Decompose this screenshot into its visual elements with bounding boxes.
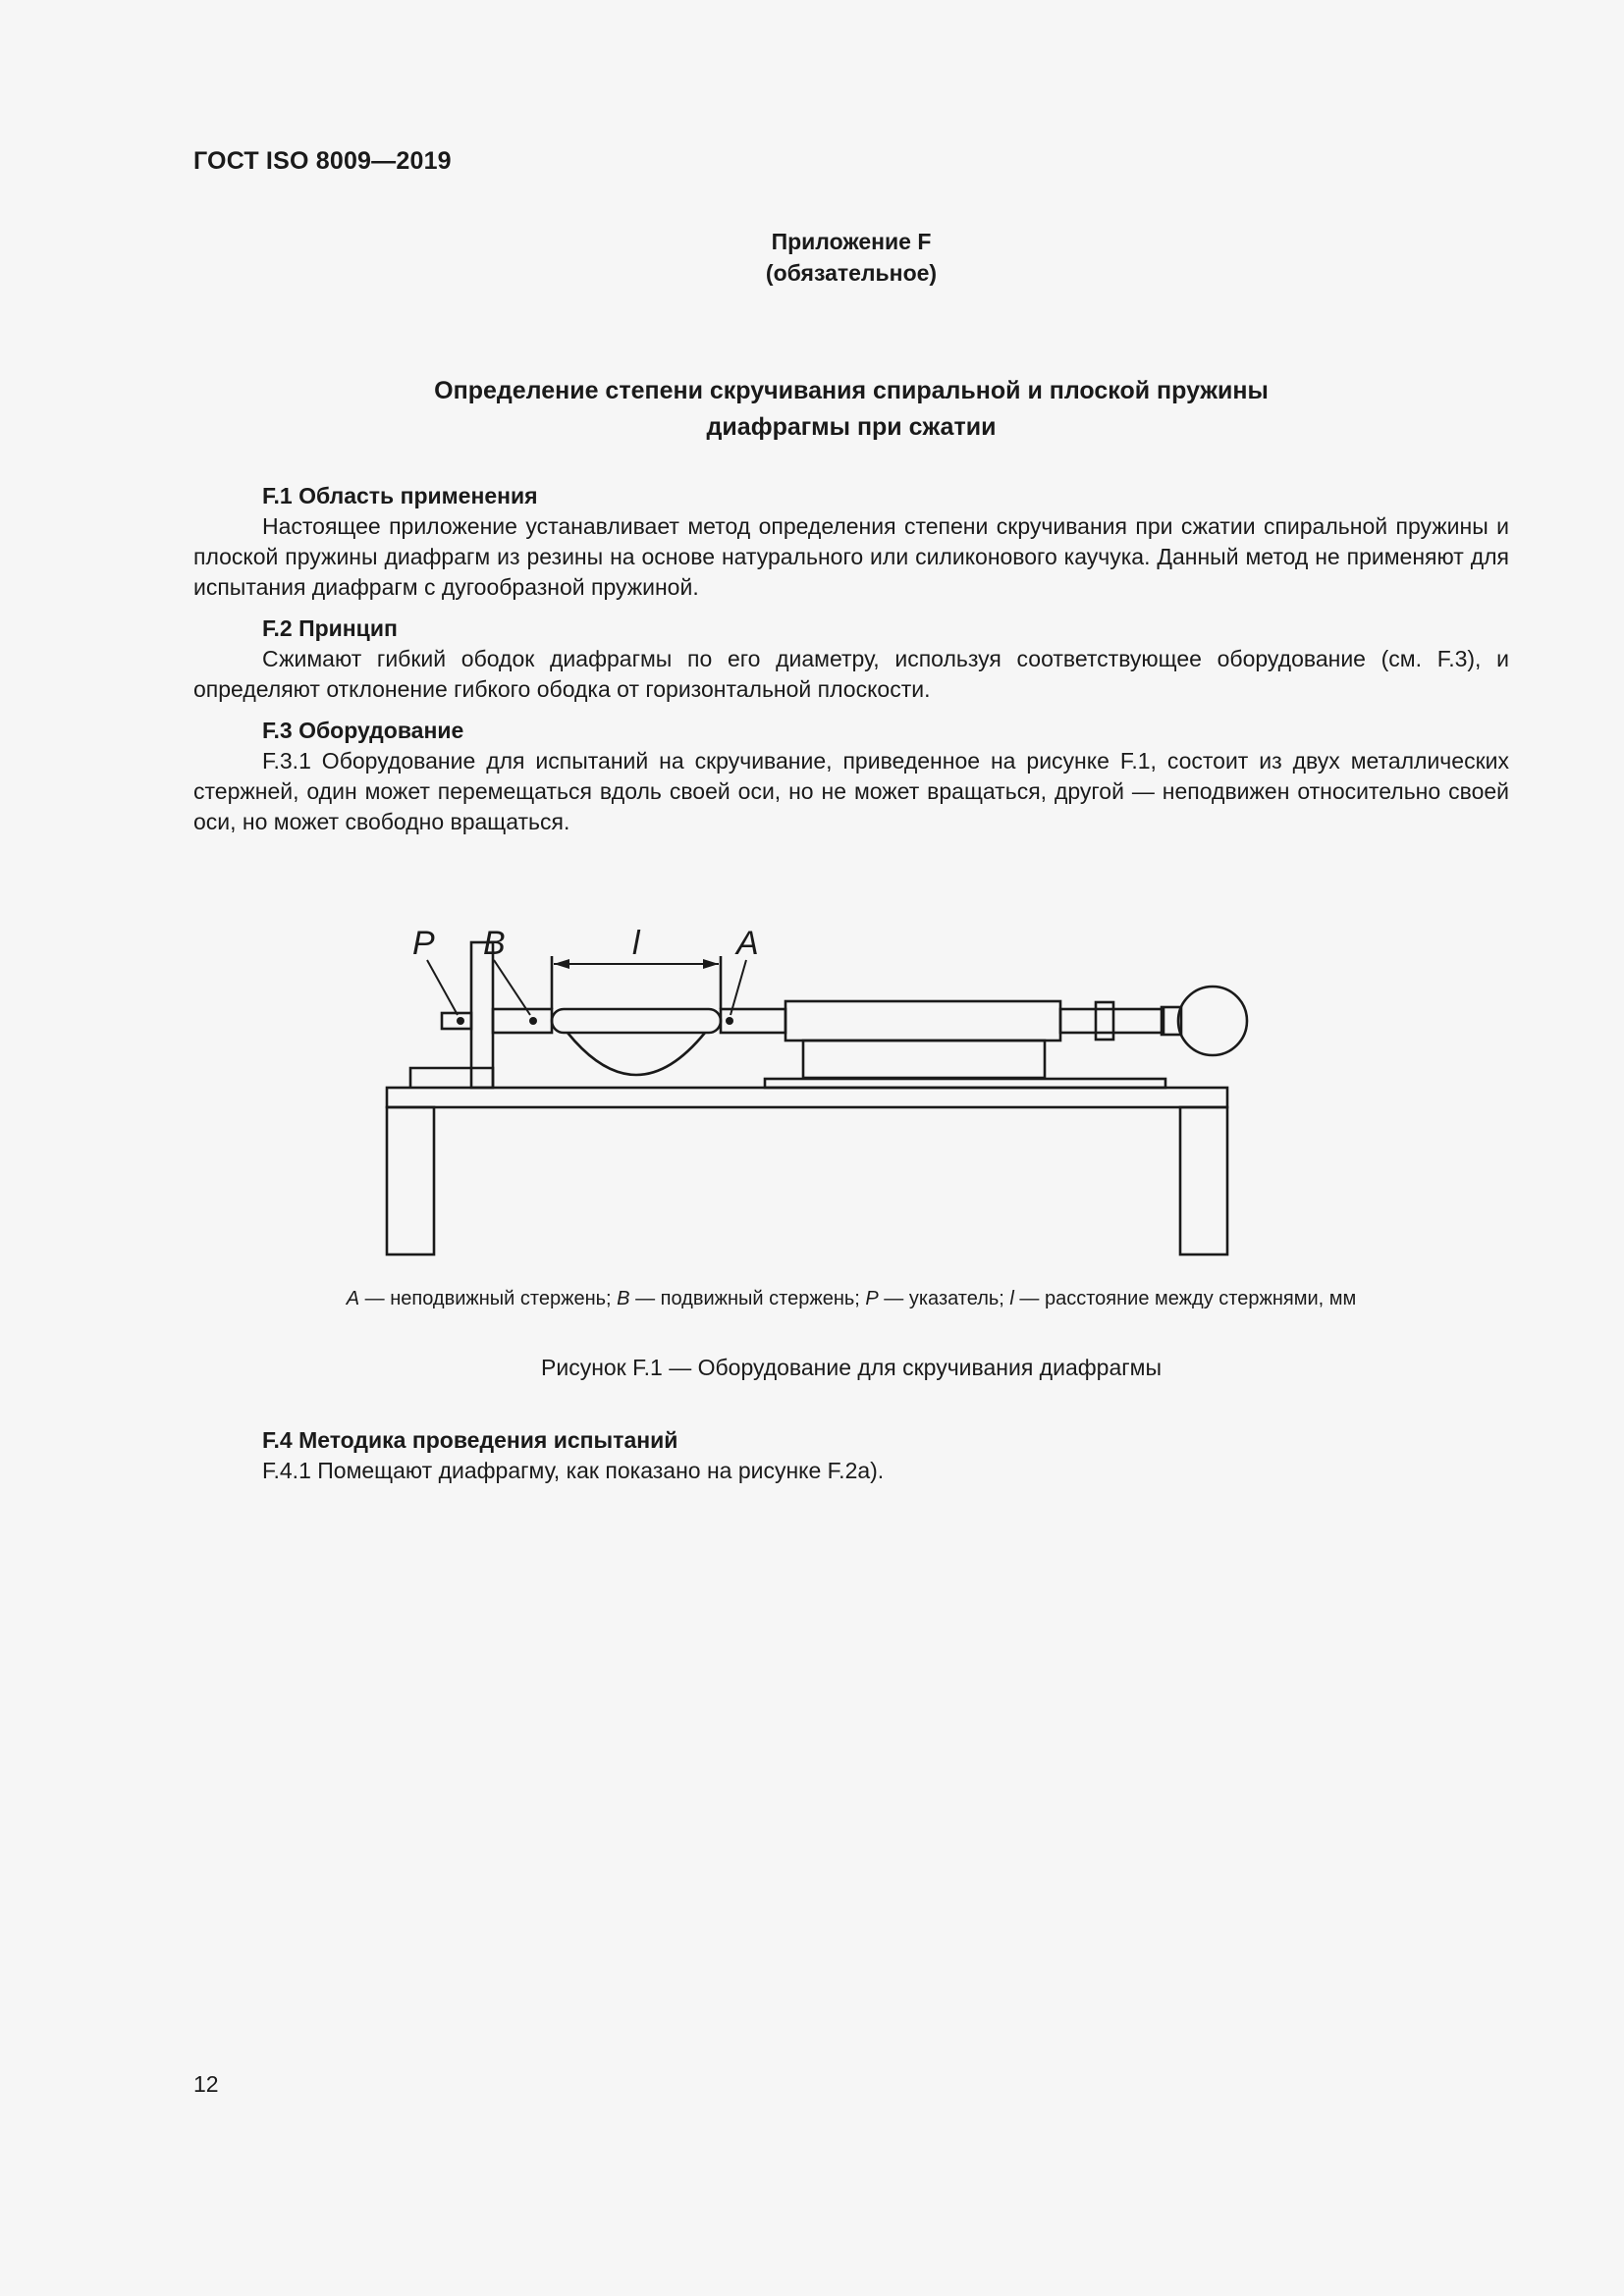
figure-legend [193,1288,1509,1310]
figure-caption: Рисунок F.1 — Оборудование для скручивания диафрагмы [541,1355,1162,1380]
label-b: B [483,925,506,962]
shaft-collar [1096,1002,1113,1040]
label-p: P [412,925,435,962]
platform [765,1079,1165,1088]
figure-f1-drawing [373,903,1257,1266]
annex-heading [193,226,1509,289]
legend-b-text: — подвижный стержень; [629,1288,866,1309]
annex-subject-title [193,373,1509,446]
body-text-continued [193,1425,1509,1486]
rod-b [493,1009,552,1033]
page-number: 12 [193,2071,219,2097]
annex-title: Приложение F [771,229,932,254]
section-f2-text: Сжимают гибкий ободок диафрагмы по его диаметру, используя соответствующее оборудование (см. F.3), и определяют отклонение гибкого ободка от горизонтальной плоскости. [193,646,1509,702]
diaphragm-dome [568,1033,705,1075]
legend-l-text: — расстояние между стержнями, мм [1013,1288,1357,1309]
section-f4-heading: F.4 Методика проведения испытаний [262,1427,678,1453]
section-f3-heading: F.3 Оборудование [262,718,464,743]
housing-base [803,1041,1045,1078]
legend-p-text: — указатель; [878,1288,1010,1309]
annex-status: (обязательное) [765,260,938,286]
knob [1178,987,1247,1055]
table-top [387,1088,1227,1107]
left-bracket [410,1068,493,1088]
document-code: ГОСТ ISO 8009—2019 [193,147,452,175]
section-f1-heading: F.1 Область применения [262,483,538,508]
section-f2-heading: F.2 Принцип [262,615,398,641]
label-l: l [632,925,640,962]
table-leg-left [387,1107,434,1255]
section-f4-text: F.4.1 Помещают диафрагму, как показано на рисунке F.2a). [262,1458,885,1483]
section-f1-text: Настоящее приложение устанавливает метод определения степени скручивания при сжатии спиральной пружины и плоской пружины диафрагм из резины на основе натурального или силиконового каучука. Данный метод не применяют для испытания диафрагм с дугообразной пружиной. [193,513,1509,600]
pointer-plate [471,942,493,1088]
diaphragm-rim [552,1009,721,1033]
annex-subject-line2: диафрагмы при сжатии [706,413,997,441]
legend-a-text: — неподвижный стержень; [359,1288,618,1309]
legend-p-symbol: P [865,1288,879,1309]
housing [785,1001,1060,1041]
shaft [1060,1009,1164,1033]
legend-a-symbol: A [346,1288,360,1309]
legend-b-symbol: B [617,1288,630,1309]
section-f3-text: F.3.1 Оборудование для испытаний на скручивание, приведенное на рисунке F.1, состоит из двух металлических стержней, один может перемещаться вдоль своей оси, но не может вращаться, другой — неподвижен относительно своей оси, но может свободно вращаться. [193,748,1509,834]
table-leg-right [1180,1107,1227,1255]
legend-l-symbol: l [1009,1288,1014,1309]
body-text [193,481,1509,837]
label-a: A [736,925,759,962]
annex-subject-line1: Определение степени скручивания спиральной и плоской пружины [434,377,1269,404]
